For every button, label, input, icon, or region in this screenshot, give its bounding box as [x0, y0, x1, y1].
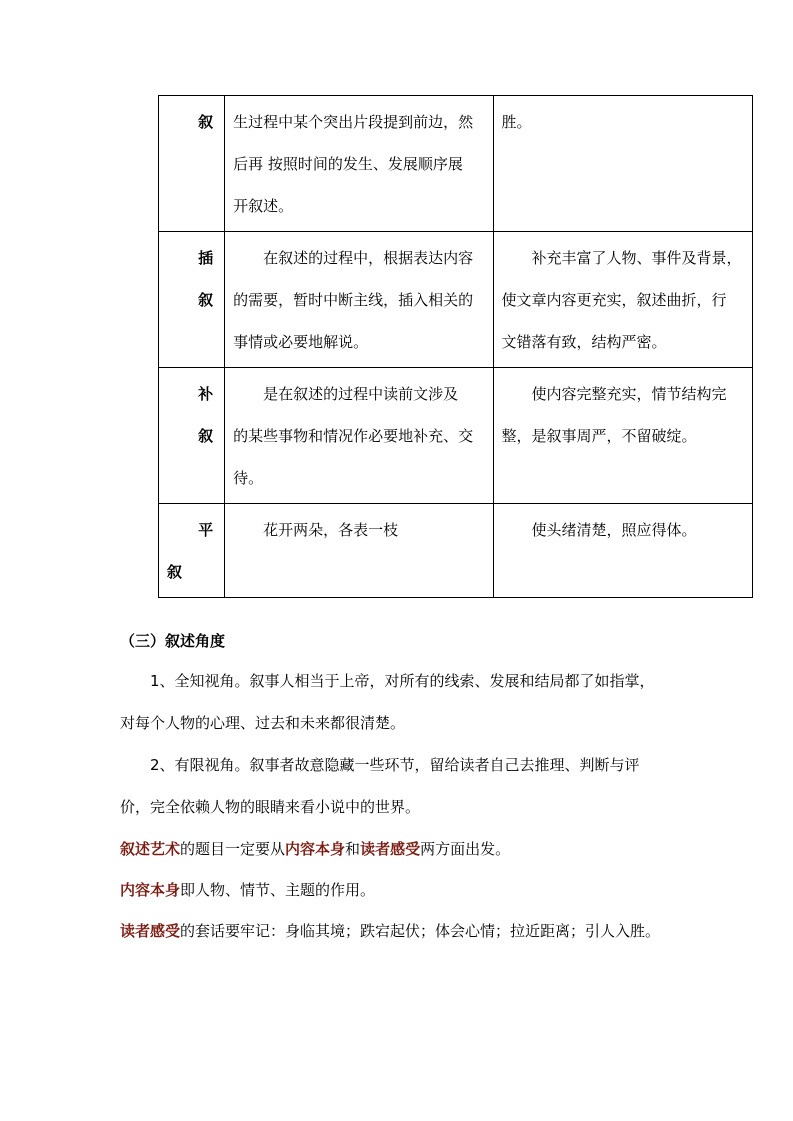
effect-line: 使头绪清楚，照应得体。	[531, 521, 697, 539]
description-line: 后再 按照时间的发生、发展顺序展	[233, 155, 463, 173]
table-row	[159, 368, 753, 504]
method-description-cell	[225, 368, 493, 504]
note-line-1	[120, 835, 510, 863]
emphasis-term: 读者感受	[360, 840, 421, 858]
method-name-char: 补	[198, 385, 214, 403]
method-description-cell	[225, 504, 493, 598]
note-text: 和	[345, 840, 361, 858]
method-effect-cell	[493, 368, 752, 504]
note-line-2	[120, 876, 375, 904]
method-name-cell	[159, 368, 225, 504]
method-description-cell	[225, 232, 493, 368]
emphasis-term: 内容本身	[120, 881, 181, 899]
method-effect-cell	[493, 96, 752, 232]
description-line: 事情或必要地解说。	[233, 333, 369, 351]
method-effect-cell	[493, 232, 752, 368]
method-name-cell	[159, 96, 225, 232]
note-line-3	[120, 917, 660, 945]
description-line: 生过程中某个突出片段提到前边，然	[233, 113, 474, 131]
note-text: 即人物、情节、主题的作用。	[180, 881, 376, 899]
effect-line: 整，是叙事周严，不留破绽。	[501, 427, 697, 445]
method-name-cell	[159, 232, 225, 368]
effect-line: 使文章内容更充实，叙述曲折，行	[501, 291, 727, 309]
note-text: 的题目一定要从	[180, 840, 286, 858]
method-effect-cell	[493, 504, 752, 598]
effect-line: 文错落有致，结构严密。	[501, 333, 667, 351]
emphasis-term: 叙述艺术	[120, 840, 181, 858]
note-text: 的套话要牢记：身临其境；跌宕起伏；体会心情；拉近距离；引人入胜。	[180, 922, 661, 940]
description-line: 开叙述。	[233, 197, 294, 215]
method-name-char: 叙	[198, 427, 214, 445]
method-name: 叙	[198, 113, 214, 131]
method-name-char: 插	[198, 249, 214, 267]
note-text: 两方面出发。	[420, 840, 511, 858]
paragraph-line: 1、全知视角。叙事人相当于上帝，对所有的线索、发展和结局都了如指掌，	[150, 672, 655, 690]
paragraph-omniscient	[120, 660, 680, 744]
method-name-char: 叙	[167, 563, 183, 581]
effect-line: 胜。	[501, 113, 532, 131]
table-row	[159, 232, 753, 368]
description-line: 在叙述的过程中，根据表达内容	[263, 249, 474, 267]
paragraph-line: 2、有限视角。叙事者故意隐藏一些环节，留给读者自己去推理、判断与评	[150, 756, 640, 774]
description-line: 花开两朵，各表一枝	[263, 521, 399, 539]
paragraph-line: 对每个人物的心理、过去和未来都很清楚。	[120, 714, 406, 732]
table-row	[159, 96, 753, 232]
emphasis-term: 读者感受	[120, 922, 181, 940]
description-line: 待。	[233, 469, 264, 487]
table-row	[159, 504, 753, 598]
method-description-cell	[225, 96, 493, 232]
effect-line: 使内容完整充实，情节结构完	[531, 385, 727, 403]
description-line: 的某些事物和情况作必要地补充、交	[233, 427, 474, 445]
emphasis-term: 内容本身	[285, 840, 346, 858]
method-name-cell	[159, 504, 225, 598]
paragraph-line: 价，完全依赖人物的眼睛来看小说中的世界。	[120, 798, 421, 816]
effect-line: 补充丰富了人物、事件及背景，	[531, 249, 742, 267]
narration-methods-table	[158, 95, 753, 598]
section-heading: （三）叙述角度	[120, 632, 226, 650]
method-name-char: 平	[198, 521, 214, 539]
description-line: 是在叙述的过程中读前文涉及	[263, 385, 459, 403]
method-name-char: 叙	[198, 291, 214, 309]
paragraph-limited	[120, 744, 680, 828]
description-line: 的需要，暂时中断主线，插入相关的	[233, 291, 474, 309]
